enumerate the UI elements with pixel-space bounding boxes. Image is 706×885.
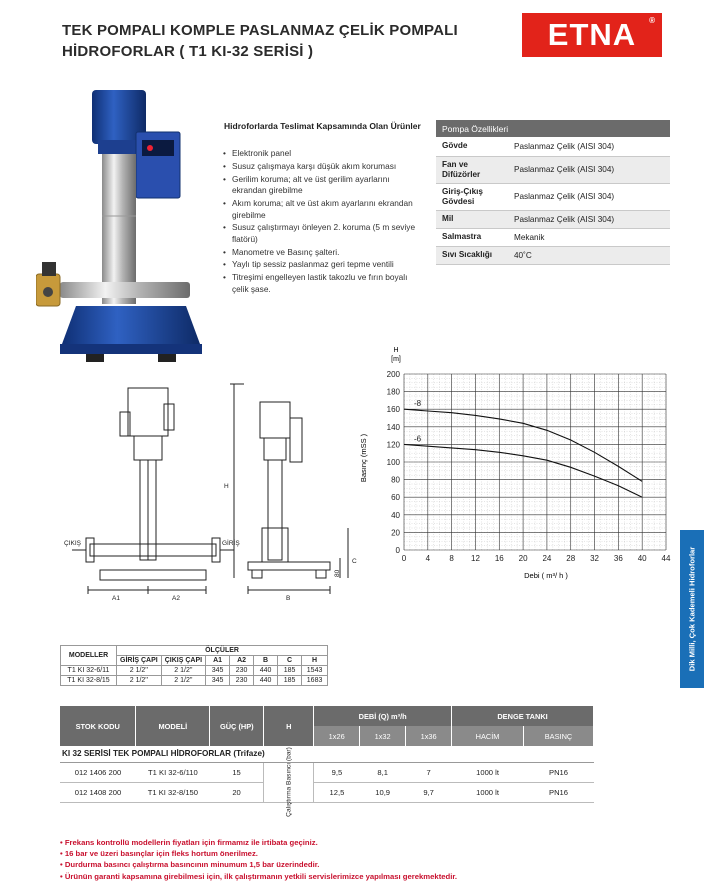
chart-grid — [404, 374, 666, 550]
models-header: MODELLER — [61, 646, 117, 666]
flow-value: 10,9 — [360, 782, 406, 802]
y-tick-label: 60 — [391, 493, 400, 503]
tank-volume: 1000 lt — [452, 782, 524, 802]
list-item: • Gerilim koruma; alt ve üst gerilim ayarlarını ekrandan girebilme — [222, 174, 422, 197]
power-value: 20 — [210, 782, 264, 802]
table-row — [60, 762, 594, 782]
spec-key: Fan ve Difüzörler — [436, 156, 508, 183]
table-row — [436, 210, 670, 228]
table-cell: 345 — [206, 676, 230, 686]
dim-h-label: H — [224, 483, 229, 490]
footnote: • Ürünün garanti kapsamına girebilmesi için, ilk çalıştırmanın yetkili servislerimizce yapılması gerekmektedir. — [60, 871, 457, 882]
flow-subheader: 1x26 — [314, 726, 360, 746]
table-row — [436, 156, 670, 183]
flow-value: 9,7 — [406, 782, 452, 802]
y-tick-label: 120 — [386, 440, 400, 450]
tank-pressure: PN16 — [524, 762, 594, 782]
table-cell: 230 — [230, 666, 254, 676]
spec-key: Sıvı Sıcaklığı — [436, 246, 508, 264]
table-row — [436, 137, 670, 156]
flow-value: 7 — [406, 762, 452, 782]
dim-b-label: B — [286, 595, 291, 602]
x-tick-label: 4 — [425, 554, 431, 563]
series-group-label: KI 32 SERİSİ TEK POMPALI HİDROFORLAR (Trifaze) — [60, 746, 594, 762]
table-cell: 345 — [206, 666, 230, 676]
tank-subheader: BASINÇ — [524, 726, 594, 746]
stock-code: 012 1406 200 — [60, 762, 136, 782]
footnote: • 16 bar ve üzeri basınçlar için fleks hortum önerilmez. — [60, 848, 457, 859]
dim-c-label: C — [352, 558, 357, 565]
power-header: GÜÇ (HP) — [210, 706, 264, 746]
y-tick-label: 160 — [386, 405, 400, 415]
y-tick-label: 0 — [395, 546, 400, 555]
x-tick-label: 12 — [471, 554, 480, 563]
column-header: ÇIKIŞ ÇAPI — [161, 656, 205, 666]
table-row — [60, 782, 594, 802]
flow-value: 8,1 — [360, 762, 406, 782]
dim-80-label: 80 — [334, 569, 341, 577]
table-cell: 2 1/2'' — [161, 666, 205, 676]
x-tick-label: 32 — [590, 554, 599, 563]
footnotes — [60, 837, 457, 882]
tank-subheader: HACİM — [452, 726, 524, 746]
series-labels — [414, 399, 422, 443]
flow-value: 12,5 — [314, 782, 360, 802]
delivery-scope-title: Hidroforlarda Teslimat Kapsamında Olan Ürünler — [224, 121, 421, 131]
list-item: • Yaylı tip sessiz paslanmaz geri tepme ventili — [222, 259, 422, 271]
y-tick-label: 200 — [386, 370, 400, 379]
inlet-label: GİRİŞ — [222, 540, 240, 547]
motor-flange — [98, 140, 140, 154]
model-header: MODELİ — [136, 706, 210, 746]
spec-key: Mil — [436, 210, 508, 228]
table-cell: 185 — [278, 666, 302, 676]
table-row — [61, 646, 328, 656]
stock-table — [60, 706, 594, 817]
side-panel — [290, 418, 302, 462]
tank-header: DENGE TANKI — [452, 706, 594, 726]
y-unit-top: H — [393, 347, 399, 354]
dim-a1-label: A1 — [112, 595, 120, 602]
series-label: -6 — [414, 434, 422, 444]
pump-spec-table — [436, 120, 670, 265]
pressure-label-cell — [264, 747, 314, 817]
model-cell: T1 KI 32-8/15 — [61, 676, 117, 686]
front-motor — [128, 388, 168, 436]
flow-header: DEBİ (Q) m³/h — [314, 706, 452, 726]
column-header: B — [254, 656, 278, 666]
column-header: H — [302, 656, 328, 666]
table-cell: 230 — [230, 676, 254, 686]
table-cell: 440 — [254, 676, 278, 686]
spec-key: Gövde — [436, 137, 508, 156]
x-tick-label: 0 — [401, 554, 407, 563]
x-tick-label: 24 — [542, 554, 552, 563]
flow-subheader: 1x36 — [406, 726, 452, 746]
y-tick-label: 40 — [391, 510, 400, 520]
model-name: T1 KI 32-8/150 — [136, 782, 210, 802]
side-motor — [260, 402, 290, 438]
column-header: A2 — [230, 656, 254, 666]
dim-a2-label: A2 — [172, 595, 180, 602]
list-item: • Susuz çalıştırmayı önleyen 2. koruma (5 m seviye flatörü) — [222, 222, 422, 245]
y-tick-label: 100 — [386, 458, 400, 467]
front-base — [100, 570, 206, 580]
tank-pressure: PN16 — [524, 782, 594, 802]
outlet-label: ÇIKIŞ — [64, 540, 81, 547]
x-tick-label: 16 — [494, 554, 504, 563]
dimensions-header: ÖLÇÜLER — [117, 646, 328, 656]
x-axis-label: Debi ( m³/ h ) — [524, 571, 568, 580]
title-line-1: TEK POMPALI KOMPLE PASLANMAZ ÇELİK POMPALI — [62, 22, 458, 39]
pump-base — [62, 306, 200, 344]
list-item: • Susuz çalışmaya karşı düşük akım koruması — [222, 161, 422, 173]
etna-logo — [522, 13, 662, 57]
spec-value: Mekanik — [508, 228, 670, 246]
y-tick-label: 80 — [391, 475, 400, 485]
y-axis-label: Basınç (mSS ) — [359, 433, 368, 483]
performance-chart — [356, 344, 686, 584]
table-cell: 440 — [254, 666, 278, 676]
spec-value: Paslanmaz Çelik (AISI 304) — [508, 183, 670, 210]
dimensions-table — [60, 645, 328, 686]
model-name: T1 KI 32-6/110 — [136, 762, 210, 782]
footnote: • Frekans kontrollü modellerin fiyatları için firmamız ile irtibata geçiniz. — [60, 837, 457, 848]
category-side-tab — [680, 530, 704, 688]
list-item: • Manometre ve Basınç şalteri. — [222, 247, 422, 259]
stock-code: 012 1408 200 — [60, 782, 136, 802]
list-item: • Akım koruma; alt ve üst akım ayarlarını ekrandan girebilme — [222, 198, 422, 221]
x-tick-label: 8 — [449, 554, 454, 563]
x-tick-label: 44 — [661, 554, 671, 563]
h-header: H — [264, 706, 314, 746]
column-header: C — [278, 656, 302, 666]
x-tick-label: 36 — [613, 554, 623, 563]
panel-display — [142, 140, 174, 156]
spec-value: Paslanmaz Çelik (AISI 304) — [508, 137, 670, 156]
rubber-mount-icon — [86, 354, 104, 362]
table-cell: 2 1/2'' — [117, 666, 162, 676]
rubber-mount-icon — [158, 354, 176, 362]
power-value: 15 — [210, 762, 264, 782]
flow-value: 9,5 — [314, 762, 360, 782]
spec-key: Giriş-Çıkış Gövdesi — [436, 183, 508, 210]
x-tick-label: 28 — [566, 554, 576, 563]
delivery-scope-list — [222, 148, 422, 297]
front-manifold — [90, 544, 216, 556]
y-tick-label: 180 — [386, 387, 400, 397]
table-row — [60, 706, 594, 726]
table-cell: 2 1/2'' — [117, 676, 162, 686]
flow-subheader: 1x32 — [360, 726, 406, 746]
x-tick-label: 20 — [518, 554, 528, 563]
pressure-label: Çalıştırma Basıncı (bar) — [285, 747, 293, 817]
table-row — [60, 746, 594, 762]
side-tab-label: Dik Milli, Çok Kademeli Hidroforlar — [687, 546, 697, 672]
y-ticks — [387, 370, 401, 555]
table-row — [436, 246, 670, 264]
column-header: GİRİŞ ÇAPI — [117, 656, 162, 666]
y-tick-label: 20 — [391, 528, 400, 538]
manometer-icon — [43, 287, 53, 297]
table-cell: 1683 — [302, 676, 328, 686]
registered-mark: ® — [649, 16, 656, 25]
table-row — [436, 228, 670, 246]
panel-indicator-icon — [147, 145, 153, 151]
stock-code-header: STOK KODU — [60, 706, 136, 746]
spec-key: Salmastra — [436, 228, 508, 246]
spec-value: 40˚C — [508, 246, 670, 264]
spec-value: Paslanmaz Çelik (AISI 304) — [508, 210, 670, 228]
x-tick-label: 40 — [637, 554, 647, 563]
technical-drawing — [64, 378, 360, 608]
table-row — [61, 676, 328, 686]
page-title — [62, 20, 502, 62]
table-cell: 2 1/2'' — [161, 676, 205, 686]
y-unit-bottom: [m] — [391, 356, 401, 363]
tank-volume: 1000 lt — [452, 762, 524, 782]
model-cell: T1 KI 32-6/11 — [61, 666, 117, 676]
side-base — [248, 562, 330, 570]
side-column — [268, 460, 282, 560]
list-item: • Titreşimi engelleyen lastik takozlu ve fırın boyalı çelik şase. — [222, 272, 422, 295]
logo-text: ETNA — [547, 17, 637, 52]
table-cell: 185 — [278, 676, 302, 686]
table-row — [436, 183, 670, 210]
spec-value: Paslanmaz Çelik (AISI 304) — [508, 156, 670, 183]
series-label: -8 — [414, 399, 422, 409]
pump-photo — [36, 86, 206, 364]
footnote: • Durdurma basıncı çalıştırma basıncının minumum 1,5 bar üzerindedir. — [60, 859, 457, 870]
pressure-switch-icon — [42, 262, 56, 276]
x-ticks — [402, 554, 671, 563]
table-cell: 1543 — [302, 666, 328, 676]
y-tick-label: 140 — [386, 422, 400, 432]
title-line-2: HİDROFORLAR ( T1 KI-32 SERİSİ ) — [62, 43, 314, 60]
manifold-pipe — [60, 282, 190, 298]
pump-spec-header: Pompa Özellikleri — [436, 120, 670, 137]
pump-column — [102, 154, 136, 304]
column-header: A1 — [206, 656, 230, 666]
list-item: • Elektronik panel — [222, 148, 422, 160]
table-row — [61, 666, 328, 676]
